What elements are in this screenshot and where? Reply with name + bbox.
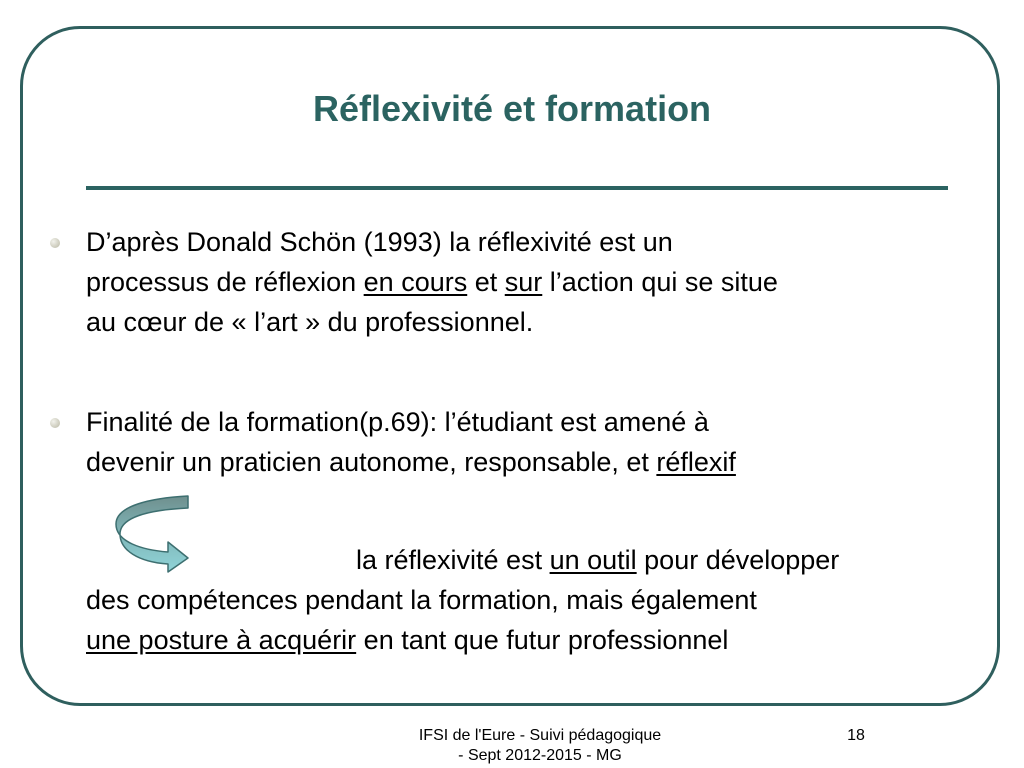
underlined-un-outil: un outil [549, 545, 637, 575]
bullet-icon [50, 238, 60, 248]
footer-line-1: IFSI de l'Eure - Suivi pédagogique [418, 727, 662, 744]
underlined-reflexif: réflexif [656, 447, 736, 477]
page-number: 18 [847, 727, 865, 744]
underlined-sur: sur [504, 267, 543, 297]
slide-title: Réflexivité et formation [312, 88, 712, 129]
text-span: l’action qui se situe [542, 267, 778, 297]
bullet-1-line-3: au cœur de « l’art » du professionnel. [86, 307, 534, 337]
text-span: devenir un praticien autonome, responsable, et [86, 447, 657, 477]
text-span: la réflexivité est [356, 545, 550, 575]
paragraph-3-line-1 [86, 540, 986, 580]
underlined-une-posture: une posture à acquérir [86, 625, 357, 655]
underlined-en-cours: en cours [363, 267, 468, 297]
text-span: et [467, 267, 505, 297]
bullet-icon [50, 418, 60, 428]
text-span: en tant que futur professionnel [356, 625, 729, 655]
paragraph-3-text [86, 540, 986, 660]
footer-text [380, 726, 700, 766]
bullet-2-line-2 [86, 442, 986, 482]
paragraph-3-line-2: des compétences pendant la formation, mais également [86, 585, 757, 615]
footer-line-2: - Sept 2012-2015 - MG [458, 747, 622, 764]
bullet-2-text [86, 402, 986, 482]
bullet-1-line-2 [86, 262, 986, 302]
text-span: pour développer [636, 545, 840, 575]
title-underline [86, 186, 948, 190]
bullet-2-line-1: Finalité de la formation(p.69): l’étudiant est amené à [86, 407, 709, 437]
text-span: processus de réflexion [86, 267, 364, 297]
bullet-1-line-1: D’après Donald Schön (1993) la réflexivité est un [86, 227, 673, 257]
bullet-1-text [86, 222, 986, 342]
paragraph-3-line-3 [86, 620, 986, 660]
